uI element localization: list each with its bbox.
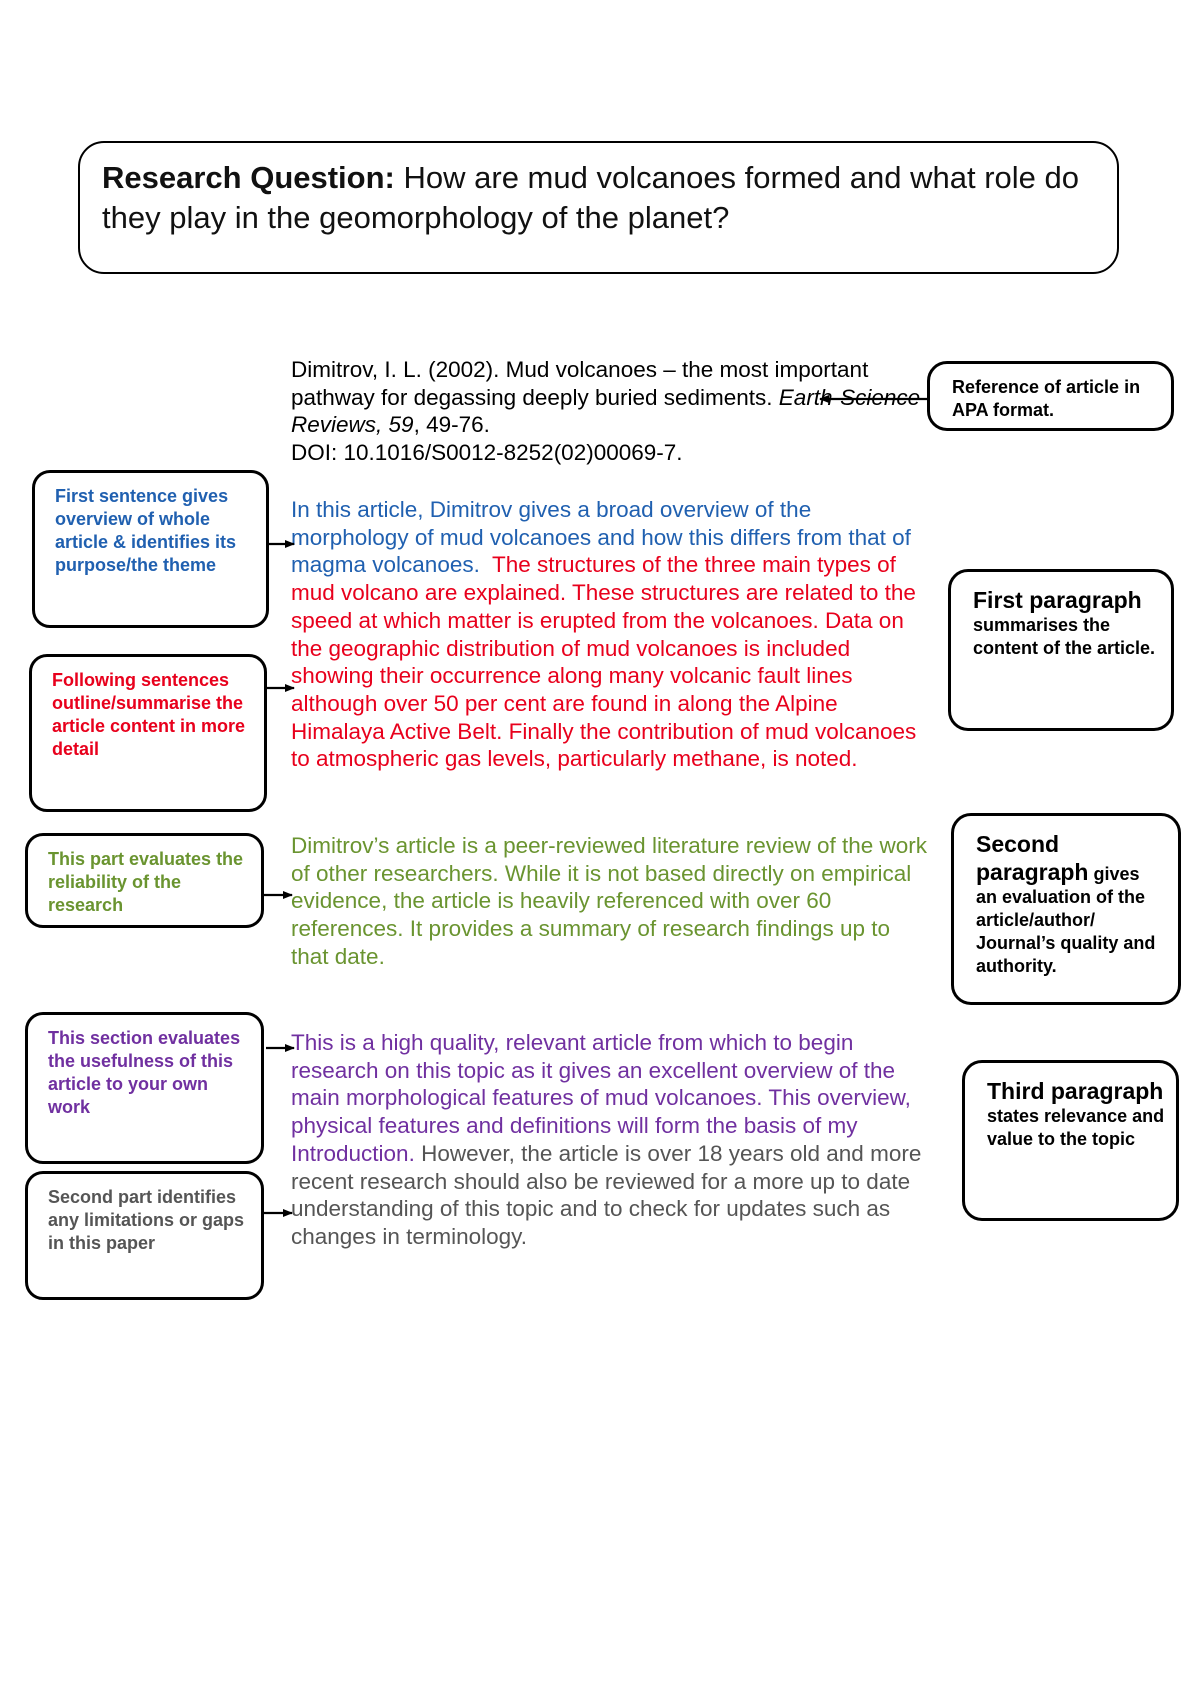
first-paragraph-heading: First paragraph bbox=[973, 587, 1142, 613]
paragraph-one-following: The structures of the three main types of mud volcano are explained. These structures are related to the speed at which matter is erupted from the volcanoes. Data on the geographic distribution of mud volcanoes is included showing their occurrence along many volcanic fault lines although over 50 per cent are found in along the Alpine Himalaya Active Belt. Finally the contribution of mud volcanoes to atmospheric gas levels, particularly methane, is noted. bbox=[291, 552, 917, 772]
note-following-sentences: Following sentences outline/summarise the article content in more detail bbox=[29, 654, 267, 812]
paragraph-one-first-sentence: In this article, Dimitrov gives a broad overview of the morphology of mud volcanoes and how this differs from that of magma volcanoes. bbox=[291, 497, 911, 578]
note-limitations: Second part identifies any limitations or gaps in this paper bbox=[25, 1171, 264, 1300]
first-paragraph-body: summarises the content of the article. bbox=[973, 615, 1156, 658]
second-paragraph-body: an evaluation of the article/author/ Journal’s quality and authority. bbox=[976, 887, 1156, 976]
reference-part1: Dimitrov, I. L. (2002). Mud volcanoes – the most important pathway for degassing deeply buried sediments. bbox=[291, 357, 869, 410]
second-paragraph-heading: Second paragraph bbox=[976, 831, 1089, 885]
research-question-text: How are mud volcanoes formed and what role do they play in the geomorphology of the planet? bbox=[102, 160, 1079, 235]
paragraph-three-part2: However, the article is over 18 years old and more recent research should also be reviewed for a more up to date understanding of this topic and to check for updates such as changes in terminology. bbox=[291, 1140, 922, 1249]
research-question-label: Research Question: bbox=[102, 160, 395, 195]
third-paragraph-heading: Third paragraph bbox=[987, 1078, 1164, 1104]
note-evaluates-reliability: This part evaluates the reliability of the research bbox=[25, 833, 264, 928]
reference-part2: , 49-76. bbox=[413, 412, 490, 438]
note-reference-apa: Reference of article in APA format. bbox=[927, 361, 1174, 431]
third-paragraph-body: states relevance and value to the topic bbox=[987, 1106, 1165, 1149]
paragraph-three-part1: This is a high quality, relevant article from which to begin research on this topic as it gives an excellent overview of the main morphological features of mud volcanoes. This overview, physical features and definitions will form the basis of my Introduction. bbox=[291, 1030, 911, 1166]
note-evaluates-usefulness: This section evaluates the usefulness of this article to your own work bbox=[25, 1012, 264, 1164]
second-paragraph-inline: gives bbox=[1093, 864, 1140, 884]
paragraph-two: Dimitrov’s article is a peer-reviewed literature review of the work of other researchers. While it is not based directly on empirical evidence, the article is heavily referenced with over 60 references. It provides a summary of research findings up to that date. bbox=[291, 833, 928, 969]
note-first-sentence: First sentence gives overview of whole article & identifies its purpose/the theme bbox=[32, 470, 269, 628]
reference-doi: DOI: 10.1016/S0012-8252(02)00069-7. bbox=[291, 440, 683, 466]
reference-journal: Earth-Science Reviews, 59 bbox=[291, 384, 921, 438]
